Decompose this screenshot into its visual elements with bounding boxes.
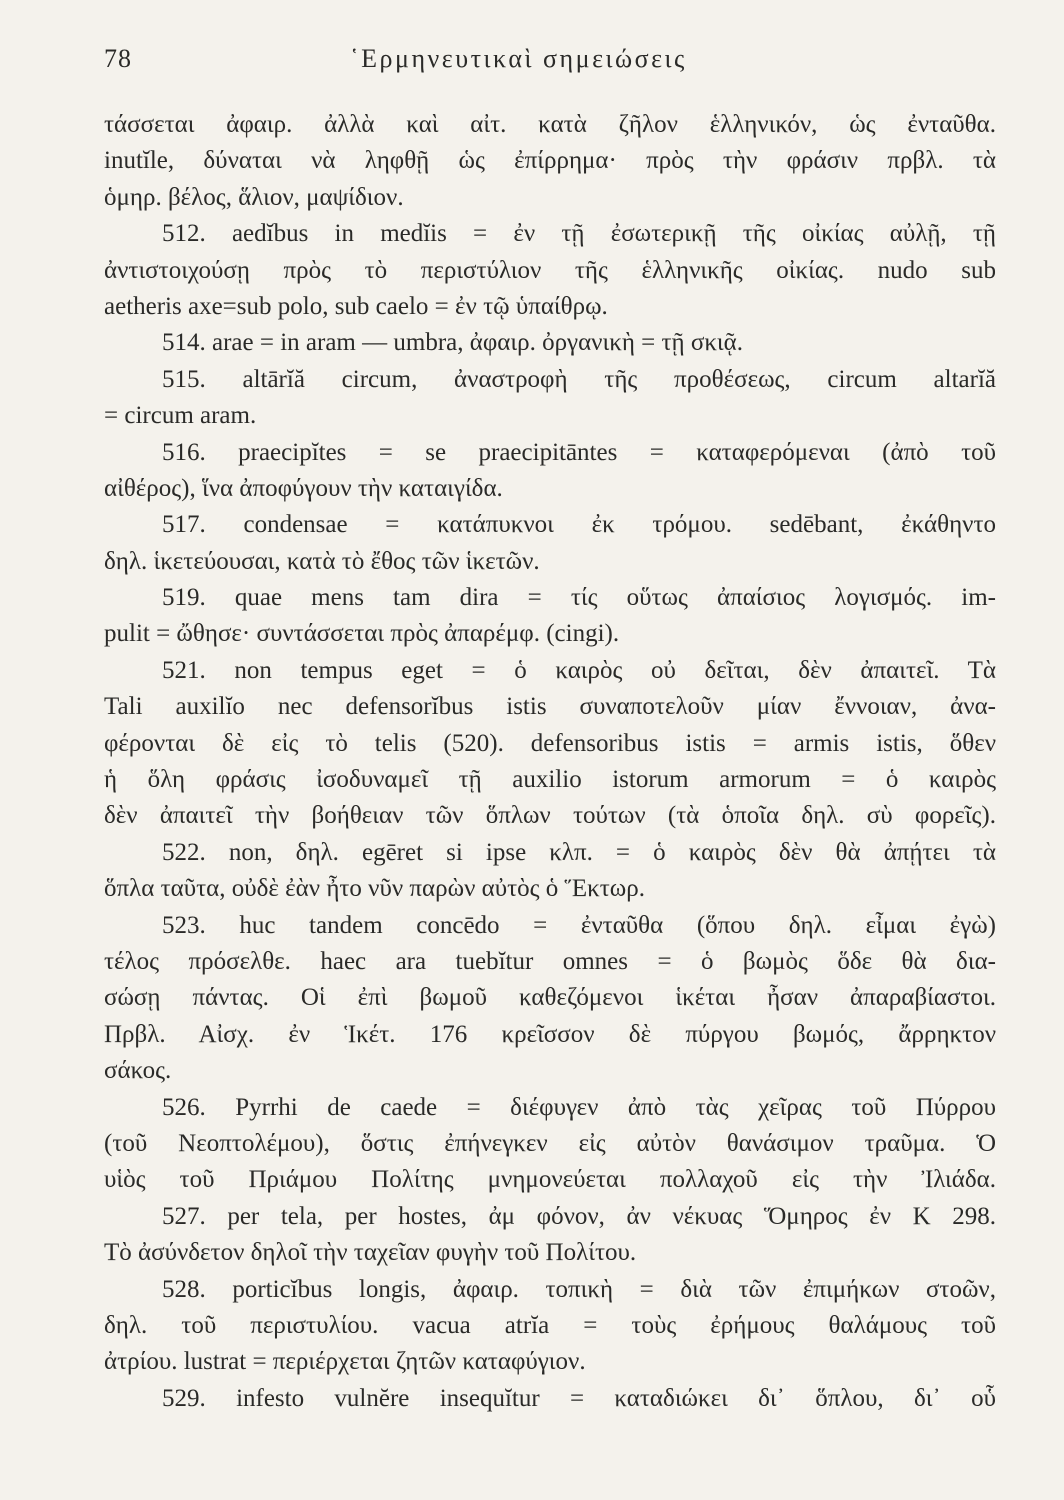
text-line: inutĭle, δύναται νὰ ληφθῇ ὡς ἐπίρρημα· πρὸς τὴν φράσιν πρβλ. τὰ bbox=[104, 147, 996, 175]
text-line: 512. aedĭbus in medĭis = ἐν τῇ ἐσωτερικῇ τῆς οἰκίας αὐλῇ, τῇ bbox=[162, 220, 996, 248]
text-line: Tali auxilĭo nec defensorĭbus istis συναποτελοῦν μίαν ἔννοιαν, ἀνα- bbox=[104, 693, 996, 721]
text-line: Πρβλ. Αἰσχ. ἐν Ἱκέτ. 176 κρεῖσσον δὲ πύργου βωμός, ἄρρηκτον bbox=[104, 1020, 996, 1048]
text-line: 516. praecipĭtes = se praecipitāntes = καταφερόμεναι (ἀπὸ τοῦ bbox=[162, 438, 996, 466]
text-line: υἱὸς τοῦ Πριάμου Πολίτης μνημονεύεται πολλαχοῦ εἰς τὴν Ἰλιάδα. bbox=[104, 1166, 996, 1194]
text-line: σώσῃ πάντας. Οἱ ἐπὶ βωμοῦ καθεζόμενοι ἱκέται ἦσαν ἀπαραβίαστοι. bbox=[104, 984, 996, 1012]
text-line: φέρονται δὲ εἰς τὸ telis (520). defensoribus istis = armis istis, ὅθεν bbox=[104, 729, 996, 757]
text-line: 517. condensae = κατάπυκνοι ἐκ τρόμου. sedēbant, ἐκάθηντο bbox=[162, 511, 996, 539]
text-line: δηλ. ἱκετεύουσαι, κατὰ τὸ ἔθος τῶν ἱκετῶν. bbox=[104, 547, 540, 575]
text-line: 519. quae mens tam dira = τίς οὕτως ἀπαίσιος λογισμός. im- bbox=[162, 584, 996, 612]
text-line: ἡ ὅλη φράσις ἰσοδυναμεῖ τῇ auxilio istorum armorum = ὁ καιρὸς bbox=[104, 766, 996, 794]
text-line: ὅπλα ταῦτα, οὐδὲ ἐὰν ἦτο νῦν παρὼν αὐτὸς ὁ Ἕκτωρ. bbox=[104, 875, 645, 903]
text-line: ἀντιστοιχούσῃ πρὸς τὸ περιστύλιον τῆς ἑλληνικῆς οἰκίας. nudo sub bbox=[104, 256, 996, 284]
page-number: 78 bbox=[104, 44, 132, 73]
text-line: Τὸ ἀσύνδετον δηλοῖ τὴν ταχεῖαν φυγὴν τοῦ Πολίτου. bbox=[104, 1239, 637, 1267]
text-line: 514. arae = in aram — umbra, ἀφαιρ. ὀργανικὴ = τῇ σκιᾷ. bbox=[162, 329, 744, 357]
text-line: τάσσεται ἀφαιρ. ἀλλὰ καὶ αἰτ. κατὰ ζῆλον ἑλληνικόν, ὡς ἐνταῦθα. bbox=[104, 111, 996, 138]
text-line: 522. non, δηλ. egēret si ipse κλπ. = ὁ καιρὸς δὲν θὰ ἀπῄτει τὰ bbox=[162, 838, 996, 866]
text-line: αἰθέρος), ἵνα ἀποφύγουν τὴν καταιγίδα. bbox=[104, 474, 503, 502]
text-line: (τοῦ Νεοπτολέμου), ὅστις ἐπήνεγκεν εἰς αὐτὸν θανάσιμον τραῦμα. Ὁ bbox=[104, 1129, 996, 1157]
text-line: 521. non tempus eget = ὁ καιρὸς οὐ δεῖται, δὲν ἀπαιτεῖ. Τὰ bbox=[162, 656, 996, 684]
text-line: τέλος πρόσελθε. haec ara tuebĭtur omnes = ὁ βωμὸς ὅδε θὰ δια- bbox=[104, 947, 996, 975]
text-line: 529. infesto vulnĕre insequĭtur = καταδιώκει δι᾿ ὅπλου, δι᾿ οὗ bbox=[162, 1384, 996, 1412]
text-line: ἀτρίου. lustrat = περιέρχεται ζητῶν καταφύγιον. bbox=[104, 1348, 586, 1376]
text-line: 515. altārĭă circum, ἀναστροφὴ τῆς προθέσεως, circum altarĭă bbox=[162, 365, 996, 393]
text-line: pulit = ὤθησε· συντάσσεται πρὸς ἀπαρέμφ. (cingi). bbox=[104, 620, 620, 648]
text-line: δὲν ἀπαιτεῖ τὴν βοήθειαν τῶν ὅπλων τούτων (τὰ ὁποῖα δηλ. σὺ φορεῖς). bbox=[104, 802, 996, 830]
text-line: = circum aram. bbox=[104, 402, 257, 430]
text-line: σάκος. bbox=[104, 1057, 172, 1085]
page-header-title: ῾Ερμηνευτικαὶ σημειώσεις bbox=[350, 44, 687, 73]
commentary-text bbox=[104, 107, 996, 1417]
running-head bbox=[104, 44, 994, 80]
text-line: δηλ. τοῦ περιστυλίου. vacua atrĭa = τοὺς ἐρήμους θαλάμους τοῦ bbox=[104, 1311, 996, 1339]
text-line: aetheris axe=sub polo, sub caelo = ἐν τῷ ὑπαίθρῳ. bbox=[104, 292, 608, 320]
text-line: 526. Pyrrhi de caede = διέφυγεν ἀπὸ τὰς χεῖρας τοῦ Πύρρου bbox=[162, 1093, 996, 1121]
text-line: 523. huc tandem concēdo = ἐνταῦθα (ὅπου δηλ. εἶμαι ἐγὼ) bbox=[162, 911, 996, 939]
text-line: 528. porticĭbus longis, ἀφαιρ. τοπικὴ = διὰ τῶν ἐπιμήκων στοῶν, bbox=[162, 1275, 996, 1303]
text-line: ὁμηρ. βέλος, ἅλιον, μαψίδιον. bbox=[104, 183, 404, 211]
text-line: 527. per tela, per hostes, ἀμ φόνον, ἀν νέκυας Ὅμηρος ἐν Κ 298. bbox=[162, 1202, 996, 1230]
